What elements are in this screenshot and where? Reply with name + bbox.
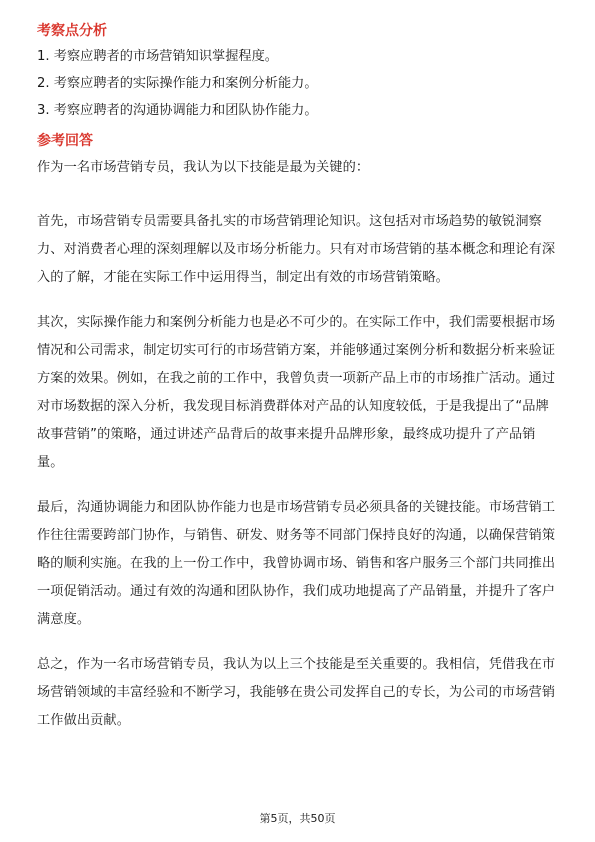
answer-paragraph-2: 其次，实际操作能力和案例分析能力也是必不可少的。在实际工作中，我们需要根据市场情况和公司需求，制定切实可行的市场营销方案，并能够通过案例分析和数据分析来验证方案的效果。例如，在我之前的工作中，我曾负责一项新产品上市的市场推广活动。通过对市场数据的深入分析，我发现目标消费群体对产品的认知度较低，于是我提出了“品牌故事营销”的策略，通过讲述产品背后的故事来提升品牌形象，最终成功提升了产品销量。 bbox=[37, 315, 556, 470]
page-content bbox=[37, 20, 559, 752]
answer-paragraph-1: 首先，市场营销专员需要具备扎实的市场营销理论知识。这包括对市场趋势的敏锐洞察力、对消费者心理的深刻理解以及市场分析能力。只有对市场营销的基本概念和理论有深入的了解，才能在实际工作中运用得当，制定出有效的市场营销策略。 bbox=[37, 214, 556, 285]
page-number-footer: 第5页，共50页 bbox=[259, 812, 336, 825]
exam-points-heading: 考察点分析 bbox=[37, 23, 107, 39]
exam-point-item-1: 1. 考察应聘者的市场营销知识掌握程度。 bbox=[37, 49, 278, 64]
answer-paragraph-4: 总之，作为一名市场营销专员，我认为以上三个技能是至关重要的。我相信，凭借我在市场营销领域的丰富经验和不断学习，我能够在贵公司发挥自己的专长，为公司的市场营销工作做出贡献。 bbox=[37, 657, 556, 728]
exam-point-item-2: 2. 考察应聘者的实际操作能力和案例分析能力。 bbox=[37, 76, 318, 91]
answer-intro: 作为一名市场营销专员，我认为以下技能是最为关键的： bbox=[37, 160, 370, 175]
reference-answer-heading: 参考回答 bbox=[37, 133, 93, 149]
exam-point-item-3: 3. 考察应聘者的沟通协调能力和团队协作能力。 bbox=[37, 103, 318, 118]
answer-paragraph-3: 最后，沟通协调能力和团队协作能力也是市场营销专员必须具备的关键技能。市场营销工作往往需要跨部门协作，与销售、研发、财务等不同部门保持良好的沟通，以确保营销策略的顺利实施。在我的上一份工作中，我曾协调市场、销售和客户服务三个部门共同推出一项促销活动。通过有效的沟通和团队协作，我们成功地提高了产品销量，并提升了客户满意度。 bbox=[37, 500, 556, 627]
